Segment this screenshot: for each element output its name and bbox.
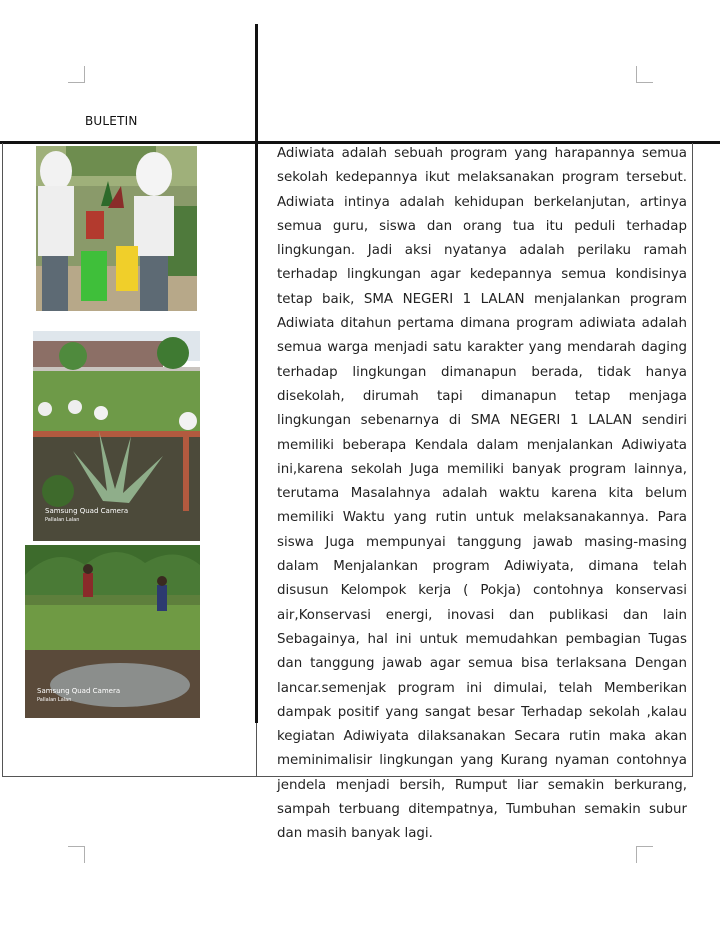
page-corner-mark-bottom-right xyxy=(636,846,653,863)
header-title: BULETIN xyxy=(85,114,138,128)
photo-students-watering-plants-image xyxy=(36,146,197,311)
article-body: Adiwiata adalah sebuah program yang harapannya semua sekolah kedepannya ikut melaksanakan program tersebut. Adiwiata intinya adalah kehidupan berkelanjutan, artinya semua guru, siswa dan orang tua itu peduli terhadap lingkungan. Jadi aksi nyatanya adalah perilaku ramah terhadap lingkungan agar kedepannya semua kondisinya tetap baik, SMA NEGERI 1 LALAN menjalankan program Adiwiata ditahun pertama dimana program adiwiata adalah semua warga menjadi satu karakter yang mendarah daging terhadap lingkungan dimanapun berada, tidak hanya disekolah, dirumah tapi dimanapun tetap menjaga lingkungan sebenarnya di SMA NEGERI 1 LALAN sendiri memiliki beberapa Kendala dalam menjalankan Adiwiyata ini,karena sekolah Juga memiliki banyak program lainnya, terutama Masalahnya adalah waktu karena kita belum memiliki Waktu yang rutin untuk melaksanakannya. Para siswa Juga mempunyai tanggung jawab masing-masing dalam Menjalankan program Adiwiyata, dimana telah disusun Kelompok kerja ( Pokja) contohnya konservasi air,Konservasi energi, inovasi dan publikasi dan lain Sebagainya, hal ini untuk memudahkan pembagian Tugas dan tanggung jawab agar semua bisa terlaksana Dengan lancar.semenjak program ini dimulai, telah Memberikan dampak positif yang sangat besar Terhadap sekolah ,kalau kegiatan Adiwiyata dilaksanakan Secara rutin maka akan meminimalisir lingkungan yang Kurang nyaman contohnya jendela menjadi bersih, Rumput liar semakin berkurang, sampah terbuang ditempatnya, Tumbuhan semakin subur dan masih banyak lagi. xyxy=(277,146,687,842)
page-corner-mark-top-left xyxy=(68,66,85,83)
photo-school-garden-field-image xyxy=(33,331,200,541)
photo-pond-cleanup xyxy=(25,545,200,718)
watermark-line2: Pallalan Lalan xyxy=(37,697,72,703)
page-corner-mark-top-right xyxy=(636,66,653,83)
watermark-line2: Pallalan Lalan xyxy=(45,517,80,523)
photo-students-watering-plants xyxy=(36,146,197,311)
vertical-rule-middle xyxy=(255,143,258,723)
photo-pond-cleanup-image xyxy=(25,545,200,718)
page-corner-mark-bottom-left xyxy=(68,846,85,863)
watermark-line1: Samsung Quad Camera xyxy=(45,507,129,515)
watermark-line1: Samsung Quad Camera xyxy=(37,687,121,695)
vertical-rule-top xyxy=(255,24,258,144)
photo-school-garden-field xyxy=(33,331,200,541)
